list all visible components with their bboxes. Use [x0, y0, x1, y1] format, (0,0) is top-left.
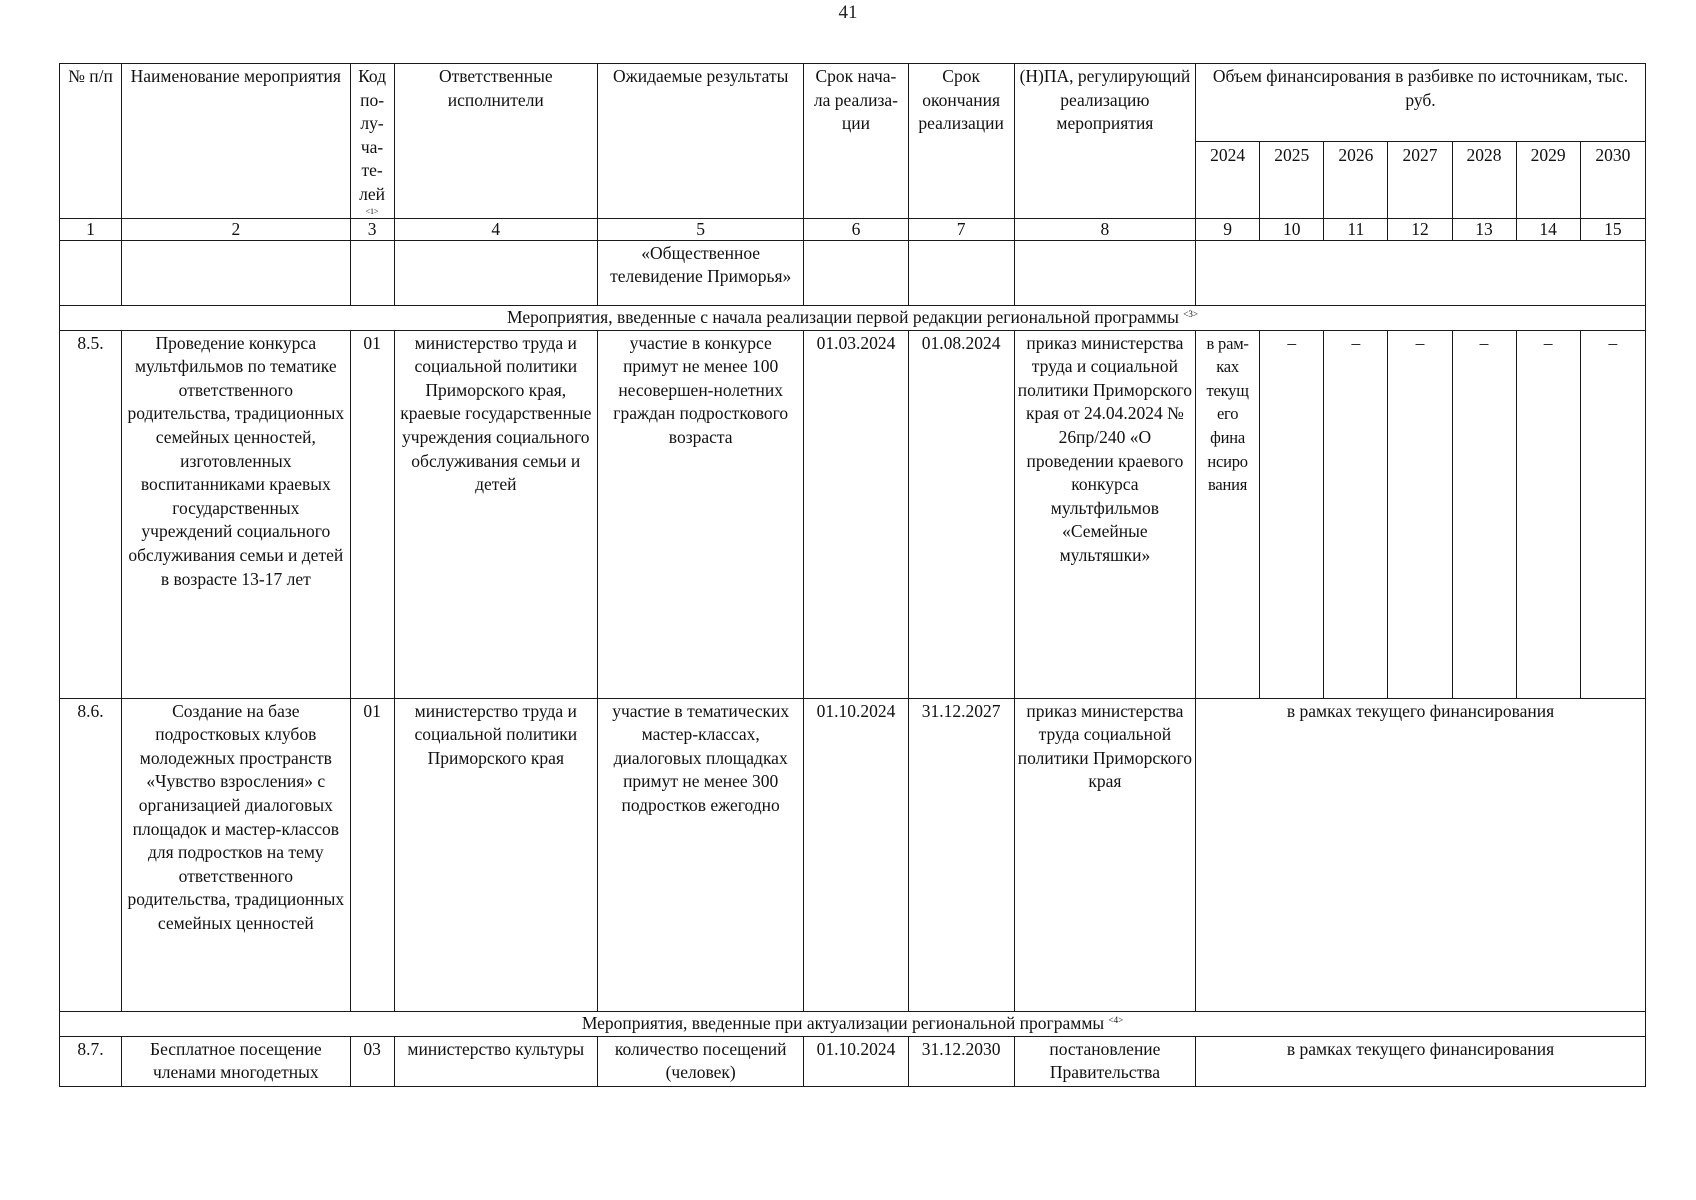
- cell-funding-2026: –: [1324, 330, 1388, 698]
- cell-funding-2025: –: [1260, 330, 1324, 698]
- section-row: [60, 1011, 1646, 1036]
- column-number: 9: [1196, 218, 1260, 240]
- header-executors: Ответственные исполнители: [394, 64, 597, 219]
- cell-executors: министерство труда и социальной политики Приморского края: [394, 698, 597, 1011]
- header-year: 2027: [1388, 141, 1452, 218]
- cell-funding-2029: –: [1516, 330, 1580, 698]
- column-number: 11: [1324, 218, 1388, 240]
- cell-empty: [908, 240, 1014, 305]
- column-number: 13: [1452, 218, 1516, 240]
- header-year: 2028: [1452, 141, 1516, 218]
- cell-expected-results: участие в тематических мастер-классах, диалоговых площадках примут не менее 300 подростков ежегодно: [597, 698, 803, 1011]
- header-year: 2025: [1260, 141, 1324, 218]
- page-number: 41: [838, 2, 858, 23]
- section-title-text: Мероприятия, введенные при актуализации региональной программы: [581, 1012, 1105, 1033]
- header-activity-name: Наименование мероприятия: [122, 64, 350, 219]
- cell-recipient-code: 03: [350, 1036, 394, 1086]
- cell-executors: министерство труда и социальной политики Приморского края, краевые государственные учреждения социального обслуживания семьи и детей: [394, 330, 597, 698]
- cell-funding-2028: –: [1452, 330, 1516, 698]
- header-year: 2024: [1196, 141, 1260, 218]
- cell-recipient-code: 01: [350, 330, 394, 698]
- cell-end-date: 01.08.2024: [908, 330, 1014, 698]
- header-recipient-code-label: Код по-лу-ча-те-лей: [358, 66, 387, 204]
- header-regulation: (Н)ПА, регулирующий реализацию мероприятия: [1014, 64, 1195, 219]
- section-row: [60, 305, 1646, 330]
- cell-regulation: приказ министерства труда и социальной политики Приморского края от 24.04.2024 № 26пр/240 «О проведении краевого конкурса мультфильмов «Семейные мультяшки»: [1014, 330, 1195, 698]
- cell-number: 8.5.: [60, 330, 122, 698]
- header-year: 2029: [1516, 141, 1580, 218]
- cell-executors: министерство культуры: [394, 1036, 597, 1086]
- column-number: 7: [908, 218, 1014, 240]
- section-title: [60, 1011, 1646, 1036]
- cell-number: 8.7.: [60, 1036, 122, 1086]
- program-activities-table: [59, 63, 1646, 1087]
- cell-end-date: 31.12.2027: [908, 698, 1014, 1011]
- cell-funding-2027: –: [1388, 330, 1452, 698]
- cell-empty: [350, 240, 394, 305]
- footnote-mark-4: <4>: [1108, 1014, 1124, 1025]
- cell-end-date: 31.12.2030: [908, 1036, 1014, 1086]
- column-number: 5: [597, 218, 803, 240]
- cell-empty: [60, 240, 122, 305]
- header-number: № п/п: [60, 64, 122, 219]
- column-number: 14: [1516, 218, 1580, 240]
- column-number: 15: [1580, 218, 1645, 240]
- cell-funding: в рамках текущего финансирования: [1196, 1036, 1646, 1086]
- header-expected-results: Ожидаемые результаты: [597, 64, 803, 219]
- cell-start-date: 01.03.2024: [804, 330, 908, 698]
- cell-empty: [394, 240, 597, 305]
- cell-empty: [804, 240, 908, 305]
- cell-number: 8.6.: [60, 698, 122, 1011]
- header-recipient-code: [350, 64, 394, 219]
- header-start-date: Срок нача-ла реализа-ции: [804, 64, 908, 219]
- cell-activity-name: Бесплатное посещение членами многодетных: [122, 1036, 350, 1086]
- cell-activity-name: Создание на базе подростковых клубов молодежных пространств «Чувство взросления» с организацией диалоговых площадок и мастер-классов для подростков на тему ответственного родительства, традиционных семейных ценностей: [122, 698, 350, 1011]
- table-row: [60, 698, 1646, 1011]
- column-number: 8: [1014, 218, 1195, 240]
- column-number: 1: [60, 218, 122, 240]
- cell-funding-2024: в рам-ках текущ его фина нсиро вания: [1196, 330, 1260, 698]
- cell-expected-results: количество посещений (человек): [597, 1036, 803, 1086]
- section-title-text: Мероприятия, введенные с начала реализации первой редакции региональной программы: [507, 306, 1179, 327]
- table-row: [60, 330, 1646, 698]
- cell-regulation: постановление Правительства: [1014, 1036, 1195, 1086]
- cell-expected-results: участие в конкурсе примут не менее 100 несовершен-нолетних граждан подросткового возраста: [597, 330, 803, 698]
- cell-empty: [1014, 240, 1195, 305]
- column-number: 10: [1260, 218, 1324, 240]
- cell-funding-empty: [1196, 240, 1646, 305]
- table-row: [60, 240, 1646, 305]
- column-number: 12: [1388, 218, 1452, 240]
- cell-expected-results: «Общественное телевидение Приморья»: [597, 240, 803, 305]
- header-end-date: Срок окончания реализации: [908, 64, 1014, 219]
- footnote-mark-1: <1>: [365, 206, 379, 216]
- header-funding: Объем финансирования в разбивке по источникам, тыс. руб.: [1196, 64, 1646, 142]
- cell-start-date: 01.10.2024: [804, 1036, 908, 1086]
- column-numbers-row: [60, 218, 1646, 240]
- cell-start-date: 01.10.2024: [804, 698, 908, 1011]
- header-year: 2030: [1580, 141, 1645, 218]
- header-row: [60, 64, 1646, 142]
- cell-empty: [122, 240, 350, 305]
- column-number: 6: [804, 218, 908, 240]
- cell-funding-2030: –: [1580, 330, 1645, 698]
- header-year: 2026: [1324, 141, 1388, 218]
- footnote-mark-3: <3>: [1183, 308, 1198, 319]
- cell-activity-name: Проведение конкурса мультфильмов по тематике ответственного родительства, традиционных семейных ценностей, изготовленных воспитанниками краевых государственных учреждений социального обслуживания семьи и детей в возрасте 13-17 лет: [122, 330, 350, 698]
- cell-funding: в рамках текущего финансирования: [1196, 698, 1646, 1011]
- table-row: [60, 1036, 1646, 1086]
- cell-recipient-code: 01: [350, 698, 394, 1011]
- column-number: 2: [122, 218, 350, 240]
- column-number: 3: [350, 218, 394, 240]
- cell-regulation: приказ министерства труда социальной политики Приморского края: [1014, 698, 1195, 1011]
- section-title: [60, 305, 1646, 330]
- column-number: 4: [394, 218, 597, 240]
